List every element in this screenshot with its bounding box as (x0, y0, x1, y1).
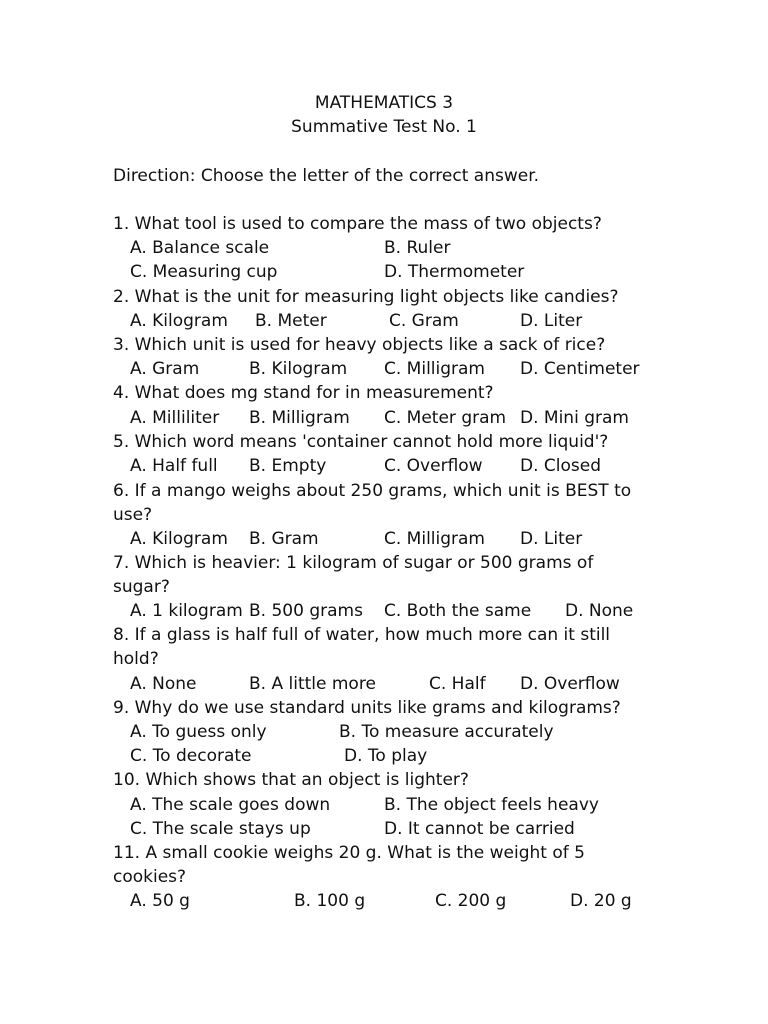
q11-option-a: A. 50 g (130, 891, 190, 911)
q4-option-a: A. Milliliter (130, 408, 220, 428)
question-6: 6. If a mango weighs about 250 grams, which unit is BEST to (113, 481, 632, 501)
test-subtitle: Summative Test No. 1 (291, 117, 477, 137)
q10-option-c: C. The scale stays up (130, 819, 311, 839)
question-3: 3. Which unit is used for heavy objects like a sack of rice? (113, 335, 606, 355)
q9-option-c: C. To decorate (130, 746, 252, 766)
question-11: 11. A small cookie weighs 20 g. What is the weight of 5 (113, 843, 585, 863)
question-6-continued: use? (113, 505, 153, 525)
question-4: 4. What does mg stand for in measurement? (113, 383, 494, 403)
direction-text: Direction: Choose the letter of the correct answer. (113, 166, 540, 186)
question-5: 5. Which word means 'container cannot hold more liquid'? (113, 432, 609, 452)
q1-option-d: D. Thermometer (384, 262, 525, 282)
q1-option-c: C. Measuring cup (130, 262, 278, 282)
question-8: 8. If a glass is half full of water, how much more can it still (113, 625, 611, 645)
q4-option-b: B. Milligram (249, 408, 350, 428)
q5-option-c: C. Overflow (384, 456, 483, 476)
q3-option-a: A. Gram (130, 359, 200, 379)
q1-option-a: A. Balance scale (130, 238, 270, 258)
q7-option-d: D. None (565, 601, 634, 621)
q10-option-b: B. The object feels heavy (384, 795, 599, 815)
question-7: 7. Which is heavier: 1 kilogram of sugar or 500 grams of (113, 553, 594, 573)
q9-option-a: A. To guess only (130, 722, 267, 742)
question-2: 2. What is the unit for measuring light objects like candies? (113, 287, 619, 307)
question-11-continued: cookies? (113, 867, 187, 887)
q10-option-d: D. It cannot be carried (384, 819, 575, 839)
q7-option-a: A. 1 kilogram (130, 601, 243, 621)
question-7-continued: sugar? (113, 577, 170, 597)
question-10: 10. Which shows that an object is lighter? (113, 770, 469, 790)
q11-option-d: D. 20 g (570, 891, 632, 911)
q5-option-d: D. Closed (520, 456, 601, 476)
q4-option-d: D. Mini gram (520, 408, 629, 428)
q11-option-b: B. 100 g (294, 891, 366, 911)
q6-option-c: C. Milligram (384, 529, 485, 549)
q7-option-c: C. Both the same (384, 601, 532, 621)
question-9: 9. Why do we use standard units like grams and kilograms? (113, 698, 621, 718)
q8-option-c: C. Half (429, 674, 486, 694)
q2-option-a: A. Kilogram (130, 311, 228, 331)
q8-option-b: B. A little more (249, 674, 376, 694)
question-1: 1. What tool is used to compare the mass of two objects? (113, 214, 602, 234)
q3-option-c: C. Milligram (384, 359, 485, 379)
q6-option-d: D. Liter (520, 529, 583, 549)
q7-option-b: B. 500 grams (249, 601, 363, 621)
q3-option-d: D. Centimeter (520, 359, 640, 379)
q11-option-c: C. 200 g (435, 891, 507, 911)
q8-option-d: D. Overflow (520, 674, 620, 694)
q9-option-b: B. To measure accurately (339, 722, 554, 742)
q5-option-b: B. Empty (249, 456, 327, 476)
q1-option-b: B. Ruler (384, 238, 451, 258)
q9-option-d: D. To play (344, 746, 428, 766)
q8-option-a: A. None (130, 674, 197, 694)
q6-option-b: B. Gram (249, 529, 319, 549)
q5-option-a: A. Half full (130, 456, 218, 476)
q10-option-a: A. The scale goes down (130, 795, 331, 815)
q2-option-c: C. Gram (389, 311, 459, 331)
question-8-continued: hold? (113, 649, 159, 669)
q6-option-a: A. Kilogram (130, 529, 228, 549)
test-title: MATHEMATICS 3 (314, 93, 454, 113)
q2-option-d: D. Liter (520, 311, 583, 331)
q2-option-b: B. Meter (255, 311, 327, 331)
q4-option-c: C. Meter gram (384, 408, 507, 428)
q3-option-b: B. Kilogram (249, 359, 348, 379)
